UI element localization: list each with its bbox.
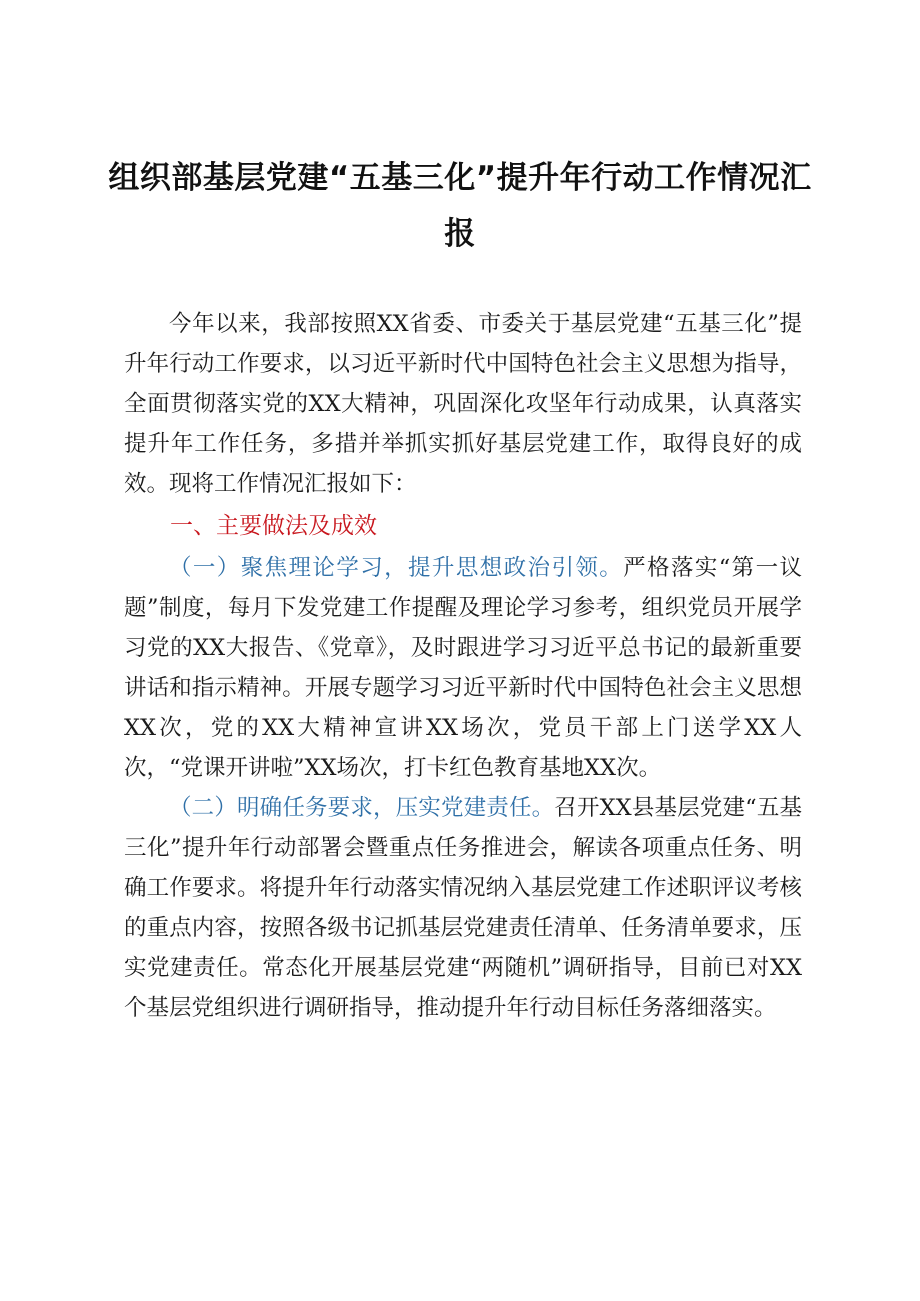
- intro-paragraph: 今年以来，我部按照XX省委、市委关于基层党建“五基三化”提升年行动工作要求，以习近平新时代中国特色社会主义思想为指导，全面贯彻落实党的XX大精神，巩固深化攻坚年行动成果，认真落实提升年工作任务，多措并举抓实抓好基层党建工作，取得良好的成效。现将工作情况汇报如下：: [124, 311, 802, 497]
- subsection-2-body: 召开XX县基层党建“五基三化”提升年行动部署会暨重点任务推进会，解读各项重点任务、明确工作要求。将提升年行动落实情况纳入基层党建工作述职评议考核的重点内容，按照各级书记抓基层党建责任清单、任务清单要求，压实党建责任。常态化开展基层党建“两随机”调研指导，目前已对XX个基层党组织进行调研指导，推动提升年行动目标任务落细落实。: [124, 795, 802, 1021]
- subsection-1-paragraph: [124, 548, 802, 788]
- subsection-2-heading: （二）明确任务要求，压实党建责任。: [169, 795, 555, 821]
- subsection-1-heading: （一）聚焦理论学习，提升思想政治引领。: [169, 555, 624, 581]
- subsection-2-paragraph: [124, 788, 802, 1028]
- document-title: 组织部基层党建“五基三化”提升年行动工作情况汇报: [108, 160, 812, 252]
- subsection-1-body: 严格落实“第一议题”制度，每月下发党建工作提醒及理论学习参考，组织党员开展学习党的XX大报告、《党章》，及时跟进学习习近平总书记的最新重要讲话和指示精神。开展专题学习习近平新时代中国特色社会主义思想XX次，党的XX大精神宣讲XX场次，党员干部上门送学XX人次，“党课开讲啦”XX场次，打卡红色教育基地XX次。: [124, 555, 802, 781]
- section-heading-1: 一、主要做法及成效: [170, 513, 377, 539]
- document-body: [124, 304, 802, 1028]
